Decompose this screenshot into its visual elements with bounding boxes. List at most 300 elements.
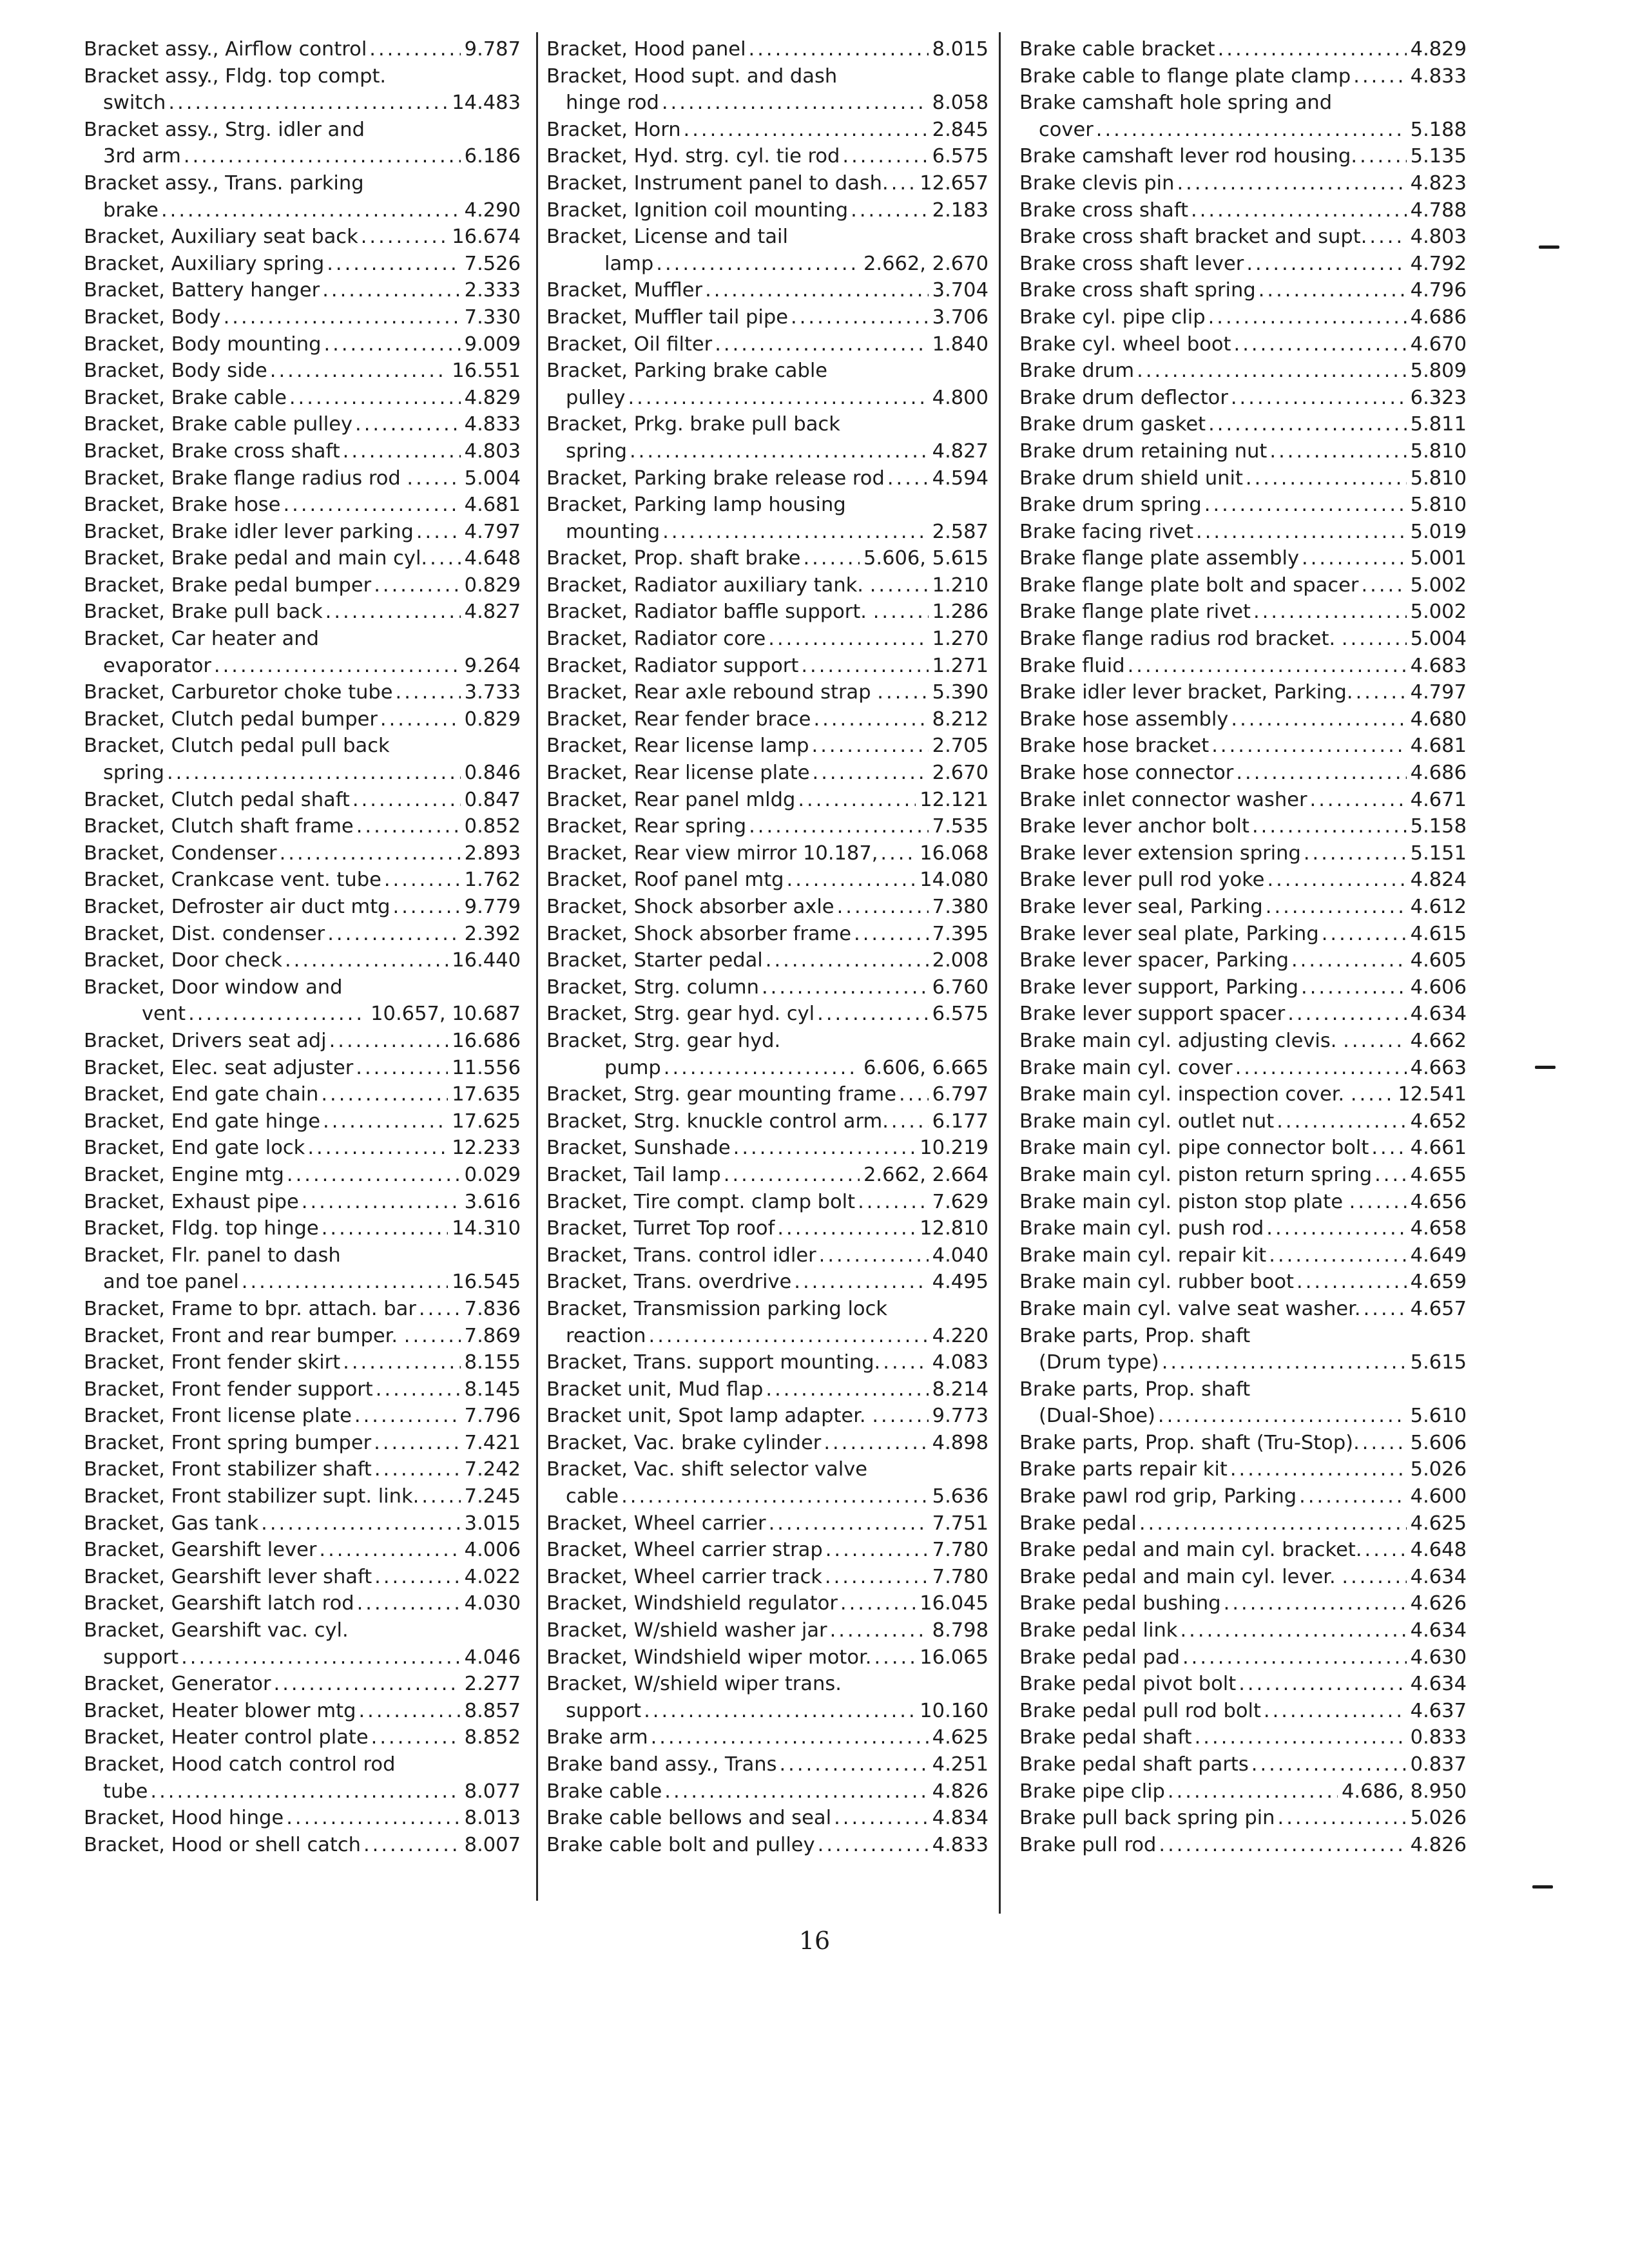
index-entry [84,465,521,492]
index-entry [84,492,521,519]
leader-dots [1267,867,1406,894]
entry-label: Bracket, Drivers seat adj [84,1029,327,1052]
index-entry [84,1805,521,1832]
entry-label: Brake drum shield unit [1019,466,1243,490]
entry-label: reaction [566,1324,646,1347]
index-entry [84,170,521,224]
entry-label: Brake band assy., Trans [546,1753,777,1776]
entry-label: hinge rod [566,91,659,115]
page-reference: 4.661 [1410,1137,1467,1160]
entry-label: Brake pedal [1019,1512,1137,1535]
leader-dots [715,331,928,358]
leader-dots [1302,545,1407,572]
index-entry [546,1269,988,1296]
leader-dots [1269,438,1406,465]
entry-label: Brake facing rivet [1019,520,1194,543]
entry-label: Bracket, Brake pedal and main cyl. [84,547,428,570]
leader-dots [412,1323,460,1350]
entry-label: Bracket, Brake pull back [84,601,323,624]
page-reference: 4.803 [464,439,521,463]
page-reference: 2.705 [932,735,988,758]
page-reference: 14.310 [452,1217,521,1240]
leader-dots [1310,787,1407,814]
index-entry [84,1189,521,1216]
entry-label: Bracket, Wheel carrier [546,1512,766,1535]
leader-dots [1322,921,1407,948]
leader-dots [1246,465,1407,492]
index-entry [1019,1564,1467,1591]
index-entry [546,304,988,331]
index-entry [1019,1724,1467,1751]
page-reference: 16.545 [452,1271,521,1294]
leader-dots [854,921,929,948]
leader-dots [1211,733,1406,760]
page-reference: 4.803 [1410,226,1467,249]
leader-dots [419,1296,461,1323]
index-entry [1019,679,1467,706]
leader-dots [181,1644,461,1671]
entry-label: Brake main cyl. adjusting clevis. . [1019,1029,1349,1052]
entry-label: mounting [566,520,660,543]
entry-label: Brake main cyl. pipe connector bolt [1019,1137,1369,1160]
entry-label: Bracket, Tire compt. clamp bolt [546,1190,856,1213]
leader-dots [1196,519,1407,546]
entry-label: Bracket, Radiator core [546,628,766,651]
leader-dots [356,813,461,840]
page-reference: 7.796 [464,1405,521,1428]
entry-label: Bracket, W/shield washer jar [546,1619,827,1642]
entry-label: Brake lever seal, Parking [1019,896,1263,918]
entry-label: Bracket, Gearshift vac. cyl. [84,1619,349,1642]
page-reference: 16.440 [452,949,521,972]
page-reference: 4.823 [1410,171,1467,195]
index-entry [84,358,521,385]
index-entry [546,1349,988,1376]
index-entry [1019,813,1467,840]
page-reference: 7.330 [464,305,521,329]
entry-label: Brake pedal and main cyl. lever. . [1019,1565,1349,1588]
index-entry [546,358,988,411]
entry-label: Bracket, Strg. column [546,975,759,999]
entry-label: Brake cyl. pipe clip [1019,305,1206,329]
entry-label: Bracket, Clutch pedal shaft [84,788,350,811]
leader-dots [1234,331,1407,358]
page-reference: 4.634 [1410,1003,1467,1026]
column-divider [536,32,538,1901]
leader-dots [1361,572,1406,599]
page-reference: 16.674 [452,226,521,249]
index-entry [1019,492,1467,519]
entry-label: Bracket, License and tail [546,226,788,249]
entry-label: Bracket, Instrument panel to dash. [546,171,889,195]
index-entry [1019,867,1467,894]
index-entry [84,974,521,1028]
index-entry [1019,1081,1467,1108]
entry-label: Bracket, Rear license lamp [546,735,809,758]
entry-label: cover [1039,118,1094,141]
page-reference: 2.008 [932,949,988,972]
leader-dots [1291,947,1407,974]
page-reference: 9.264 [464,654,521,677]
entry-label: Brake main cyl. piston return spring [1019,1163,1373,1186]
index-entry [1019,90,1467,143]
index-entry [546,1671,988,1724]
entry-label: Bracket, Brake pedal bumper [84,573,372,597]
entry-label: Brake lever support, Parking [1019,975,1299,999]
entry-label: pulley [566,386,626,409]
page-reference: 4.829 [1410,38,1467,61]
leader-dots [358,1698,460,1725]
index-entry [84,1135,521,1162]
entry-label: Brake main cyl. repair kit [1019,1244,1267,1267]
page-reference: 6.177 [932,1110,988,1133]
index-entry [84,1832,521,1859]
entry-label: Bracket, Body mounting [84,332,322,356]
page-reference: 8.007 [464,1833,521,1856]
leader-dots [886,679,929,706]
leader-dots [705,277,929,304]
leader-dots [354,1403,461,1430]
index-entry [84,251,521,278]
page-reference: 12.810 [920,1217,988,1240]
leader-dots [840,1590,916,1617]
leader-dots [322,277,460,304]
page-reference: 4.833 [464,413,521,436]
entry-label: Bracket, Brake cross shaft [84,439,340,463]
entry-label: Brake inlet connector washer [1019,788,1307,811]
leader-dots [355,411,461,438]
page-reference: 11.556 [452,1056,521,1079]
page-reference: 1.286 [932,601,988,624]
index-entry [84,1564,521,1591]
index-entry [1019,1242,1467,1269]
entry-label: Brake parts, Prop. shaft [1019,1324,1251,1347]
index-entry [84,572,521,599]
index-entry [1019,626,1467,653]
entry-label: Brake cross shaft [1019,198,1189,222]
entry-label: Bracket, Wheel carrier track [546,1565,822,1588]
entry-label: Brake cable bellows and seal [546,1807,832,1830]
index-entry [1019,1698,1467,1725]
index-column-3 [1019,36,1467,1858]
entry-label: Bracket, Battery hanger [84,279,320,302]
page-reference: 8.015 [932,38,988,61]
entry-label: Bracket, Flr. panel to dash [84,1244,341,1267]
entry-label: Bracket, Prkg. brake pull back [546,413,840,436]
page-reference: 2.587 [932,520,988,543]
index-entry [546,63,988,117]
page-reference: 8.852 [464,1726,521,1749]
entry-label: Brake arm [546,1726,648,1749]
entry-label: Bracket, Engine mtg [84,1163,284,1186]
leader-dots [1224,1590,1407,1617]
index-entry [546,1296,988,1349]
page-reference: 3.616 [464,1190,521,1213]
index-entry [84,1323,521,1350]
index-entry [84,1456,521,1483]
index-entry [546,1135,988,1162]
page-reference: 5.026 [1410,1458,1467,1481]
entry-label: Brake flange plate assembly [1019,547,1300,570]
leader-dots [374,1456,461,1483]
index-entry [1019,1510,1467,1537]
leader-dots [1162,1349,1407,1376]
leader-dots [1208,304,1407,331]
index-entry [546,599,988,626]
entry-label: Bracket, End gate chain [84,1083,319,1106]
column-divider [999,32,1001,1914]
page-reference: 0.846 [464,762,521,785]
index-entry [84,1483,521,1510]
index-entry [1019,894,1467,921]
leader-dots [307,1135,448,1162]
page-reference: 12.657 [920,171,988,195]
page-reference: 4.625 [1410,1512,1467,1535]
index-entry [546,1617,988,1644]
index-entry [546,1430,988,1457]
entry-label: Bracket, Rear panel mldg [546,788,796,811]
leader-dots [1266,1215,1406,1242]
leader-dots [837,894,929,921]
page-reference: 0.847 [464,788,521,811]
leader-dots [777,1215,916,1242]
page-reference: 8.214 [932,1378,988,1401]
entry-label: Bracket, Prop. shaft brake [546,547,801,570]
index-entry [84,1724,521,1751]
leader-dots [881,1403,929,1430]
page-reference: 16.068 [920,841,988,865]
index-entry [546,1081,988,1108]
page-reference: 4.796 [1410,279,1467,302]
entry-label: Bracket, Parking brake cable [546,360,828,383]
page-reference: 7.242 [464,1458,521,1481]
index-entry [84,787,521,814]
page-reference: 5.810 [1410,494,1467,517]
entry-label: Brake camshaft hole spring and [1019,91,1333,115]
index-entry [84,626,521,679]
leader-dots [1191,197,1407,224]
index-entry [84,894,521,921]
leader-dots [384,867,461,894]
page-reference: 16.065 [920,1646,988,1669]
index-entry [546,840,988,867]
page-reference: 16.686 [452,1029,521,1052]
index-entry [1019,545,1467,572]
leader-dots [1353,63,1406,90]
index-entry [546,170,988,197]
index-entry [1019,1590,1467,1617]
leader-dots [416,465,461,492]
leader-dots [1208,411,1407,438]
leader-dots [803,545,860,572]
page-reference: 6.323 [1410,386,1467,409]
leader-dots [380,706,461,733]
page-reference: 6.760 [932,975,988,999]
page-reference: 4.824 [1410,869,1467,892]
leader-dots [325,599,461,626]
index-entry [1019,1644,1467,1671]
index-entry [546,921,988,948]
page-reference: 2.392 [464,922,521,945]
leader-dots [1139,1510,1407,1537]
leader-dots [274,1671,461,1698]
page-reference: 4.671 [1410,788,1467,811]
page-reference: 4.612 [1410,896,1467,918]
index-column-1 [84,36,521,1858]
entry-label: vent [142,1003,186,1026]
index-entry [84,1108,521,1135]
index-entry [84,411,521,438]
index-entry [84,1590,521,1617]
leader-dots [280,840,461,867]
entry-label: Bracket, Crankcase vent. tube [84,869,381,892]
entry-label: Bracket, Rear axle rebound strap . [546,681,883,704]
leader-dots [664,1778,928,1805]
index-entry [546,331,988,358]
page-reference: 5.615 [1410,1351,1467,1374]
index-entry [546,787,988,814]
entry-label: Bracket, Transmission parking lock [546,1297,888,1320]
page-reference: 3.704 [932,279,988,302]
leader-dots [1360,1081,1394,1108]
leader-dots [769,1510,929,1537]
index-entry [1019,438,1467,465]
index-entry [84,117,521,170]
page-reference: 4.652 [1410,1110,1467,1133]
entry-label: Brake lever extension spring [1019,841,1301,865]
page-reference: 4.797 [464,520,521,543]
index-entry [1019,36,1467,63]
index-entry [84,1537,521,1564]
page-reference: 3.015 [464,1512,521,1535]
entry-label: Bracket, Strg. gear mounting frame [546,1083,897,1106]
leader-dots [819,1242,929,1269]
page-reference: 4.605 [1410,949,1467,972]
entry-label: lamp [604,252,654,275]
leader-dots [150,1778,460,1805]
page-reference: 1.762 [464,869,521,892]
leader-dots [343,438,461,465]
leader-dots [363,1832,461,1859]
entry-label: Bracket, Clutch pedal bumper [84,707,378,731]
entry-label: Bracket, Tail lamp [546,1163,721,1186]
entry-label: Brake pawl rod grip, Parking [1019,1485,1297,1508]
page-reference: 4.826 [932,1780,988,1803]
entry-label: Bracket, Ignition coil mounting [546,198,849,222]
entry-label: support [103,1646,179,1669]
index-entry [1019,1296,1467,1323]
page-reference: 5.810 [1410,439,1467,463]
entry-label: Bracket, Wheel carrier strap [546,1539,823,1562]
margin-mark [1535,1066,1556,1069]
leader-dots [1287,1001,1406,1028]
leader-dots [825,1537,929,1564]
page-reference: 7.245 [464,1485,521,1508]
entry-label: Brake lever pull rod yoke [1019,869,1265,892]
index-entry [546,36,988,63]
page-reference: 5.002 [1410,573,1467,597]
entry-label: Brake pedal shaft [1019,1726,1192,1749]
leader-dots [1356,679,1407,706]
page-reference: 5.390 [932,681,988,704]
entry-label: Brake clevis pin [1019,171,1175,195]
page-reference: 7.780 [932,1539,988,1562]
leader-dots [371,1724,461,1751]
page-reference: 2.183 [932,198,988,222]
entry-label: Bracket, Trans. overdrive [546,1271,792,1294]
entry-label: Bracket, Shock absorber frame [546,922,852,945]
index-entry [1019,1483,1467,1510]
leader-dots [651,1724,929,1751]
leader-dots [1251,1751,1407,1778]
index-entry [546,1751,988,1778]
leader-dots [286,1805,460,1832]
page-reference: 5.019 [1410,520,1467,543]
entry-label: spring [103,762,164,785]
page-reference: 4.656 [1410,1190,1467,1213]
page-reference: 4.251 [932,1753,988,1776]
leader-dots [882,599,928,626]
entry-label: Brake cable bracket [1019,38,1215,61]
page-reference: 4.657 [1410,1297,1467,1320]
page-reference: 1.271 [932,654,988,677]
page-reference: 4.670 [1410,332,1467,356]
index-entry [84,1242,521,1296]
page-reference: 10.657, 10.687 [371,1003,521,1026]
page-reference: 7.395 [932,922,988,945]
page-reference: 4.637 [1410,1699,1467,1722]
page-reference: 5.151 [1410,841,1467,865]
entry-label: Bracket, Front license plate [84,1405,352,1428]
entry-label: Brake drum gasket [1019,413,1206,436]
entry-label: Bracket, Front stabilizer supt. link. [84,1485,419,1508]
leader-dots [1195,1724,1407,1751]
entry-label: Brake fluid [1019,654,1125,677]
entry-label: Bracket, Gearshift latch rod [84,1592,354,1615]
leader-dots [396,679,461,706]
index-entry [1019,1751,1467,1778]
leader-dots [1301,974,1407,1001]
leader-dots [289,385,461,412]
page-reference: 5.811 [1410,413,1467,436]
index-entry [546,1832,988,1859]
leader-dots [393,894,461,921]
index-entry [84,1698,521,1725]
page-reference: 4.681 [1410,735,1467,758]
leader-dots [813,706,928,733]
index-entry [1019,1269,1467,1296]
entry-label: Bracket, Muffler tail pipe [546,305,788,329]
leader-dots [842,143,928,170]
entry-label: Bracket, Muffler [546,279,703,302]
leader-dots [851,197,929,224]
entry-label: Brake idler lever bracket, Parking. [1019,681,1353,704]
entry-label: Bracket, Hood catch control rod [84,1753,396,1776]
entry-label: Bracket, Hood or shell catch [84,1833,361,1856]
page-reference: 0.829 [464,573,521,597]
page-reference: 5.188 [1410,118,1467,141]
entry-label: Brake drum retaining nut [1019,439,1268,463]
entry-label: Bracket, Radiator support [546,654,799,677]
leader-dots [656,251,860,278]
leader-dots [322,1215,448,1242]
index-entry [546,117,988,144]
leader-dots [323,1108,448,1135]
leader-dots [684,117,929,144]
page-reference: 4.788 [1410,198,1467,222]
leader-dots [352,787,461,814]
entry-label: (Drum type) [1039,1351,1159,1374]
